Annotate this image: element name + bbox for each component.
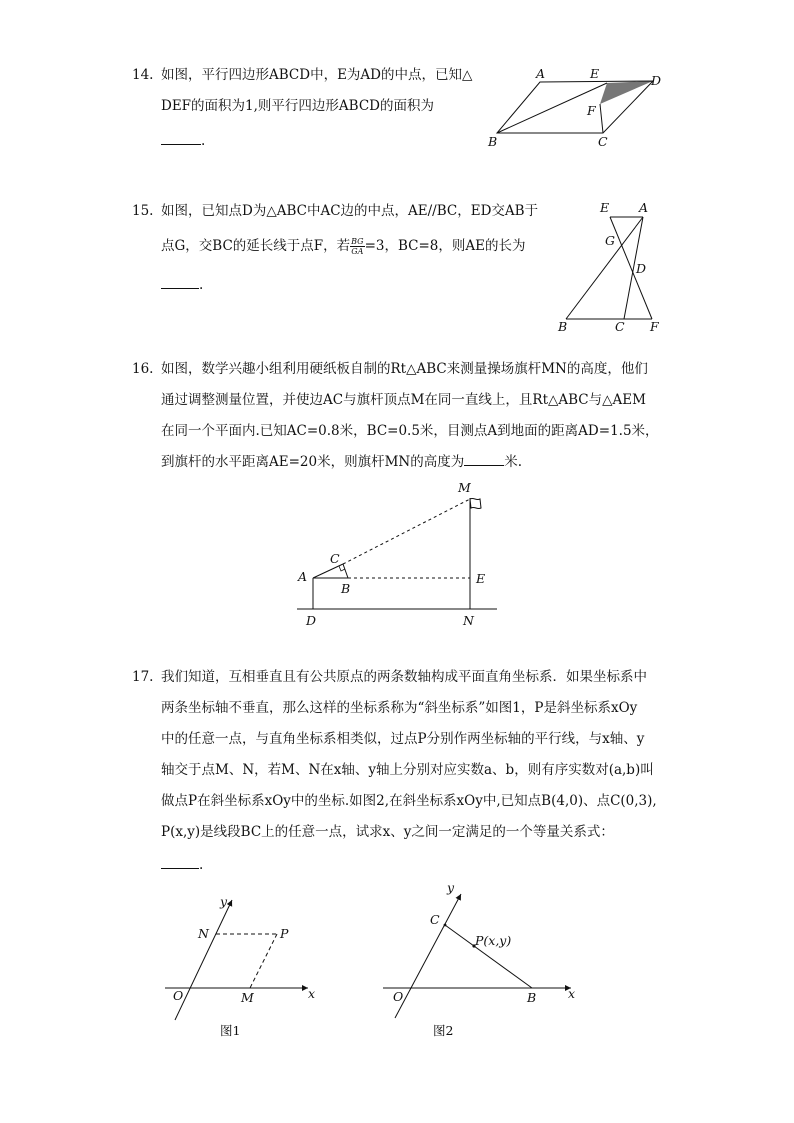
label-x: x <box>308 986 316 1001</box>
question-14 <box>133 64 493 154</box>
label-n: N <box>463 613 474 628</box>
label-a: A <box>639 200 649 215</box>
question-text-line: 如图，已知点D为△ABC中AC边的中点，AE//BC，ED交AB于 <box>161 203 539 219</box>
label-d: D <box>651 73 662 88</box>
segment-cb <box>343 564 348 578</box>
fraction-bg-ga: $\frac{BG}{GA}$ <box>351 237 364 256</box>
label-g: G <box>605 233 615 248</box>
label-y: y <box>447 880 455 895</box>
figure-2-oblique-axes <box>375 878 590 1048</box>
question-text-line: 如图，平行四边形ABCD中，E为AD的中点，已知△ <box>161 67 473 83</box>
question-text-line: 两条坐标轴不垂直，那么这样的坐标系称为“斜坐标系”如图1，P是斜坐标系xOy <box>161 700 638 716</box>
label-n: N <box>198 926 209 941</box>
label-x: x <box>568 986 576 1001</box>
answer-blank[interactable] <box>161 854 199 869</box>
question-text-line: 到旗杆的水平距离AE=20米，则旗杆MN的高度为 米. <box>161 451 522 474</box>
label-e: E <box>600 200 610 215</box>
question-number: 14. <box>132 67 154 83</box>
label-b: B <box>527 990 537 1005</box>
dashed-line-am <box>343 499 470 564</box>
figure-flagpole <box>290 478 505 628</box>
segment-cf <box>600 104 603 133</box>
label-m: M <box>241 990 254 1005</box>
answer-blank[interactable] <box>161 130 201 145</box>
y-axis <box>175 900 232 1020</box>
question-text-line: 轴交于点M、N，若M、N在x轴、y轴上分别对应实数a、b，则有序实数对(a,b)叫 <box>161 762 654 778</box>
label-b: B <box>558 319 568 334</box>
label-a: A <box>536 66 546 81</box>
dashed-line-pm <box>250 934 277 988</box>
question-text-line: 我们知道，互相垂直且有公共原点的两条数轴构成平面直角坐标系．如果坐标系中 <box>161 669 647 685</box>
label-c: C <box>598 134 608 149</box>
question-text-line: 点G，交BC的延长线于点F，若 $\frac{BG}{GA}$ =3，BC=8，则AE的长为 <box>161 237 526 256</box>
question-16 <box>133 358 673 473</box>
question-number: 15. <box>132 203 154 219</box>
question-text-line: DEF的面积为1,则平行四边形ABCD的面积为 <box>161 98 434 114</box>
shaded-triangle-def <box>600 81 653 104</box>
figure-parallelogram <box>480 62 670 152</box>
label-b: B <box>488 134 498 149</box>
question-text-line: 在同一个平面内.已知AC=0.8米，BC=0.5米，目测点A到地面的距离AD=1.5米， <box>161 423 659 439</box>
label-c: C <box>615 319 625 334</box>
answer-blank[interactable] <box>464 451 504 466</box>
label-e: E <box>476 571 486 586</box>
figure-triangle-abc <box>555 198 675 338</box>
question-text-line: 中的任意一点，与直角坐标系相类似，过点P分别作两坐标轴的平行线，与x轴、y <box>161 731 645 747</box>
flag-icon <box>470 498 481 508</box>
figure-1-caption: 图1 <box>220 1023 241 1038</box>
label-d: D <box>636 261 647 276</box>
label-c: C <box>330 551 340 566</box>
segment-ac <box>313 564 343 578</box>
answer-line: . <box>161 130 205 153</box>
label-o: O <box>173 988 184 1003</box>
label-d: D <box>306 613 317 628</box>
y-axis <box>395 894 461 1018</box>
label-y: y <box>220 894 228 909</box>
label-p: P <box>280 926 289 941</box>
question-text-line: P(x,y)是线段BC上的任意一点，试求x、y之间一定满足的一个等量关系式： <box>161 824 614 840</box>
figure-1-oblique-axes <box>160 890 330 1050</box>
question-text-line: 通过调整测量位置，并使边AC与旗杆顶点M在同一直线上，且Rt△ABC与△AEM <box>161 392 646 408</box>
question-text-line: 做点P在斜坐标系xOy中的坐标.如图2,在斜坐标系xOy中,已知点B(4,0)、点C(0,3), <box>161 793 657 809</box>
answer-blank[interactable] <box>161 274 199 289</box>
question-17 <box>133 666 693 876</box>
question-number: 16. <box>132 361 154 377</box>
answer-line: . <box>161 274 203 297</box>
label-c: C <box>430 912 440 927</box>
label-a: A <box>298 569 308 584</box>
label-o: O <box>393 989 404 1004</box>
point-c <box>444 924 447 927</box>
question-text-line: 如图，数学兴趣小组利用硬纸板自制的Rt△ABC来测量操场旗杆MN的高度，他们 <box>161 361 648 377</box>
question-number: 17. <box>132 669 154 685</box>
question-15 <box>133 200 553 295</box>
label-p: P(x,y) <box>475 933 512 948</box>
figure-2-caption: 图2 <box>433 1023 454 1038</box>
label-e: E <box>590 66 600 81</box>
answer-line: . <box>161 854 203 877</box>
label-m: M <box>458 480 471 495</box>
label-f: F <box>587 103 596 118</box>
label-f: F <box>650 319 659 334</box>
label-b: B <box>341 581 351 596</box>
